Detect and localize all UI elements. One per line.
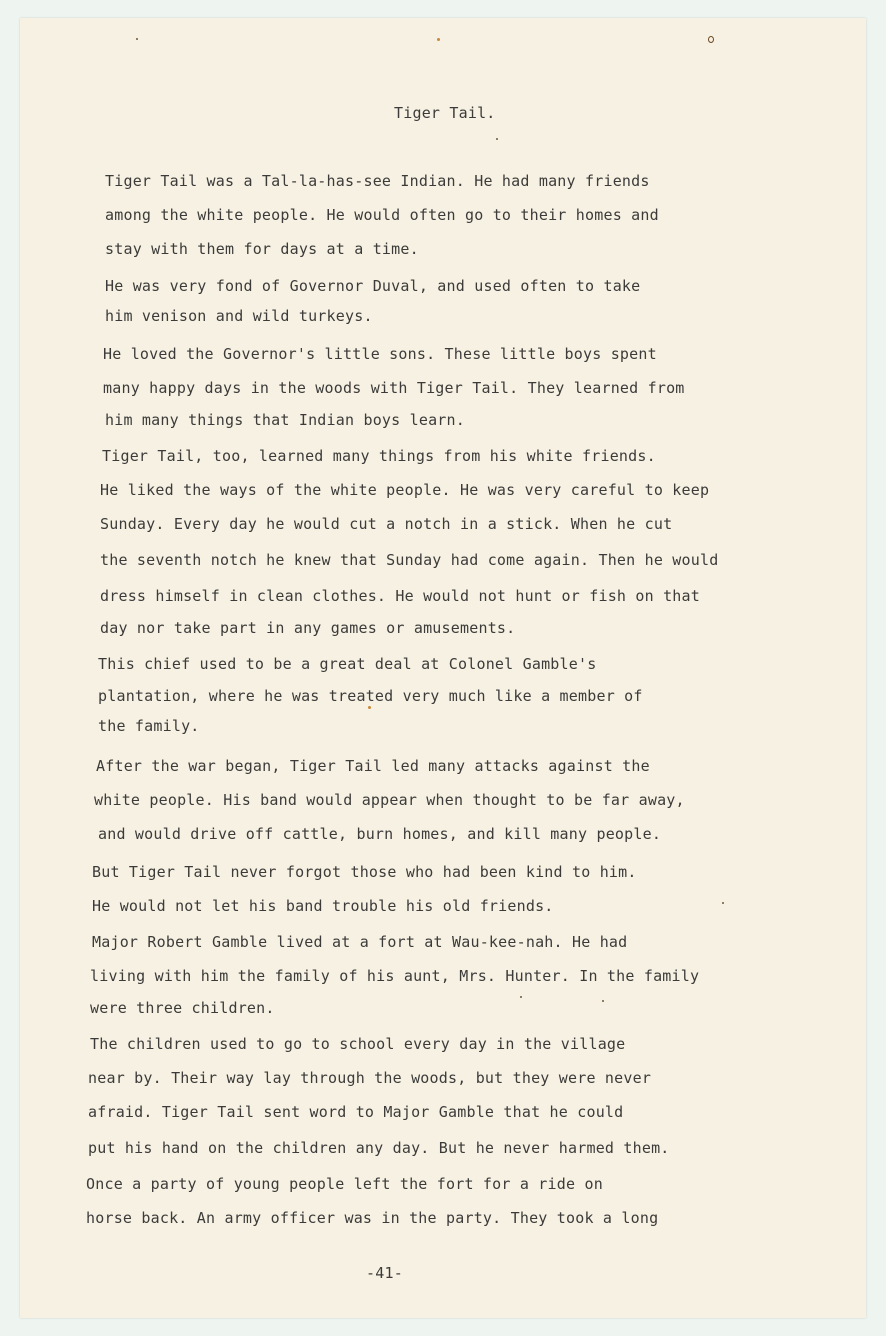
text-line: put his hand on the children any day. But he never harmed them. xyxy=(88,1139,670,1157)
paper-speck xyxy=(722,902,724,904)
text-line: near by. Their way lay through the woods, but they were never xyxy=(88,1069,652,1087)
text-line: plantation, where he was treated very much like a member of xyxy=(98,687,643,705)
text-line: day nor take part in any games or amusements. xyxy=(100,619,516,637)
text-line: The children used to go to school every day in the village xyxy=(90,1035,626,1053)
paper-speck xyxy=(708,36,714,43)
text-line: and would drive off cattle, burn homes, and kill many people. xyxy=(98,825,662,843)
paper-speck xyxy=(496,138,498,140)
paper-sheet xyxy=(20,18,866,1318)
text-line: This chief used to be a great deal at Colonel Gamble's xyxy=(98,655,597,673)
text-line: After the war began, Tiger Tail led many attacks against the xyxy=(96,757,650,775)
text-line: dress himself in clean clothes. He would not hunt or fish on that xyxy=(100,587,700,605)
text-line: He was very fond of Governor Duval, and used often to take xyxy=(105,277,641,295)
text-line: the family. xyxy=(98,717,200,735)
paper-speck xyxy=(520,996,522,998)
text-line: But Tiger Tail never forgot those who had been kind to him. xyxy=(92,863,637,881)
text-line: Sunday. Every day he would cut a notch in a stick. When he cut xyxy=(100,515,673,533)
text-line: among the white people. He would often go to their homes and xyxy=(105,206,659,224)
text-line: stay with them for days at a time. xyxy=(105,240,419,258)
text-line: Once a party of young people left the fort for a ride on xyxy=(86,1175,603,1193)
text-line: many happy days in the woods with Tiger Tail. They learned from xyxy=(103,379,685,397)
text-line: horse back. An army officer was in the party. They took a long xyxy=(86,1209,659,1227)
text-line: living with him the family of his aunt, Mrs. Hunter. In the family xyxy=(90,967,700,985)
text-line: were three children. xyxy=(90,999,275,1017)
text-line: him many things that Indian boys learn. xyxy=(105,411,465,429)
paper-speck xyxy=(602,1000,604,1002)
text-line: Tiger Tail, too, learned many things from his white friends. xyxy=(102,447,656,465)
text-line: Major Robert Gamble lived at a fort at Wau-kee-nah. He had xyxy=(92,933,628,951)
text-line: him venison and wild turkeys. xyxy=(105,307,373,325)
document-title: Tiger Tail. xyxy=(394,104,496,122)
text-line: afraid. Tiger Tail sent word to Major Gamble that he could xyxy=(88,1103,624,1121)
text-line: white people. His band would appear when thought to be far away, xyxy=(94,791,685,809)
text-line: He loved the Governor's little sons. These little boys spent xyxy=(103,345,657,363)
text-line: the seventh notch he knew that Sunday had come again. Then he would xyxy=(100,551,719,569)
paper-speck xyxy=(136,38,138,40)
text-line: He would not let his band trouble his old friends. xyxy=(92,897,554,915)
paper-speck xyxy=(368,706,371,709)
text-line: He liked the ways of the white people. He was very careful to keep xyxy=(100,481,710,499)
page-number: -41- xyxy=(366,1264,403,1282)
paper-speck xyxy=(437,38,440,41)
text-line: Tiger Tail was a Tal-la-has-see Indian. He had many friends xyxy=(105,172,650,190)
